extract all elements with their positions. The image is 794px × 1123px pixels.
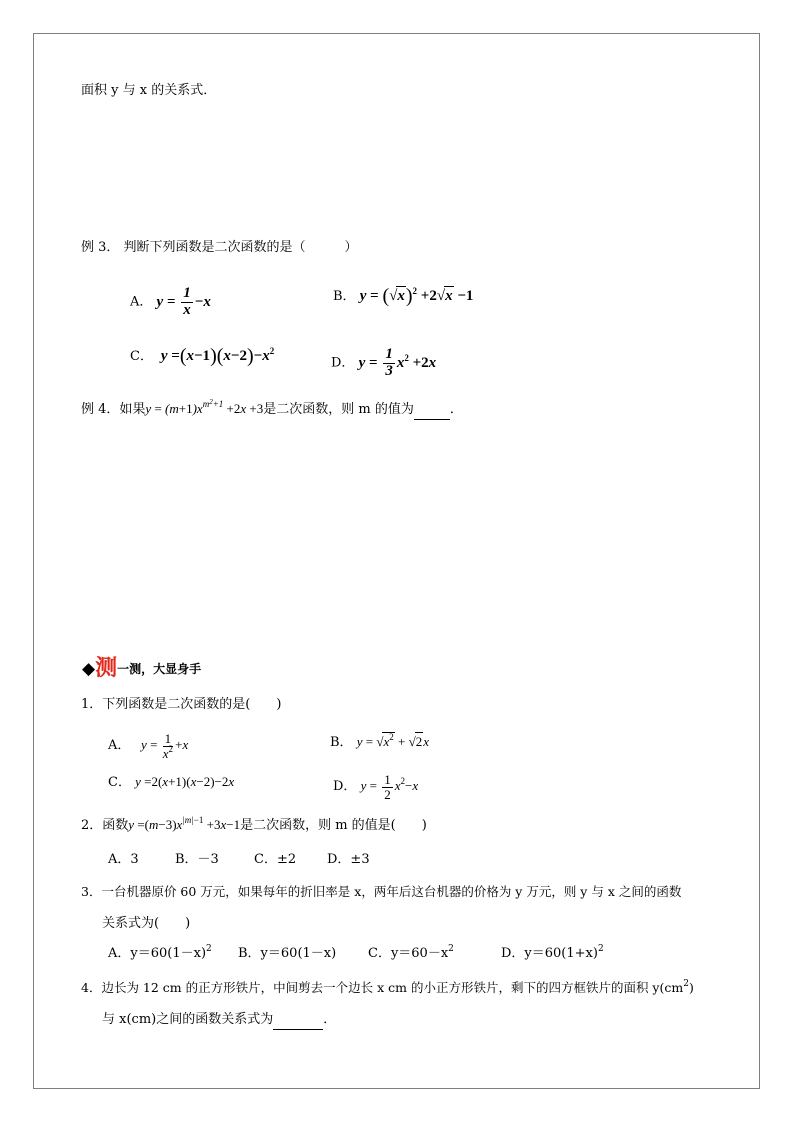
q3-stem-line1: 3．一台机器原价 60 万元，如果每年的折旧率是 x，两年后这台机器的价格为 y 万元，则 y 与 x 之间的函数 xyxy=(81,884,682,899)
q2-option-b: B．－3 xyxy=(175,852,219,867)
option-c-label: C． xyxy=(108,775,131,790)
formula: $y =(x-1)(x-2)-x^2$ xyxy=(157,345,275,367)
q2-option-d: D．±3 xyxy=(327,852,370,867)
answer-blank xyxy=(414,401,450,420)
q3-option-c: C．$y=60-x^2$ xyxy=(368,944,454,961)
diamond-icon: ◆ xyxy=(82,659,96,679)
q2-option-c: C．±2 xyxy=(254,852,297,867)
q3-option-a-text: A．y＝60(1－x) xyxy=(108,946,207,961)
formula: $y =(m-3)x^{|m|-1} +3x-1$ xyxy=(128,815,241,832)
section-heading xyxy=(82,657,201,682)
q4-stem-line1: 4．边长为 12 cm 的正方形铁片，中间剪去一个边长 x cm 的小正方形铁片，剩下的四方框铁片的面积 $y(cm^2)$ xyxy=(81,979,694,995)
q1-stem: 1．下列函数是二次函数的是( ) xyxy=(81,697,282,712)
q3-stem-line2: 关系式为( ) xyxy=(102,916,191,931)
q4-line2-text: 与 x(cm)之间的函数关系式为 xyxy=(102,1012,274,1027)
option-b-label: B． xyxy=(333,289,356,304)
option-c-label: C． xyxy=(130,349,153,364)
example4-prefix: 例 4．如果 xyxy=(81,402,146,417)
formula: y = $\frac{1}{x^2}$ +x xyxy=(134,731,189,761)
intro-text: 面积 y 与 x 的关系式． xyxy=(81,83,217,98)
q2-prefix: 2．函数 xyxy=(81,818,129,833)
q3-option-d-text: D．y＝60(1+x) xyxy=(501,946,598,961)
q1-option-b xyxy=(330,732,429,752)
formula: y =2(x+1)(x−2)−2x xyxy=(135,774,235,789)
q3-option-c-text: C．y＝60－x xyxy=(368,946,449,961)
q4-end: ． xyxy=(323,1012,337,1027)
q3-option-d: D．$y=60(1+x)^2$ xyxy=(501,944,604,961)
q4-stem-line2 xyxy=(102,1011,336,1030)
q1-option-a xyxy=(108,732,188,760)
q1-option-d xyxy=(333,773,418,801)
example3-stem: 例 3． 判断下列函数是二次函数的是（ ） xyxy=(81,240,358,255)
example3-option-a xyxy=(130,286,211,319)
q2-option-a: A．3 xyxy=(108,852,139,867)
q2-suffix: 是二次函数，则 m 的值是( ) xyxy=(240,818,427,833)
example3-option-c xyxy=(130,347,274,366)
q3-option-a: A．$y=60(1-x)^2$ xyxy=(108,944,212,961)
option-d-label: D． xyxy=(333,779,357,795)
option-b-label: B． xyxy=(330,735,353,750)
formula: $y = √x^2 + √2x$ xyxy=(356,732,429,749)
q1-option-c xyxy=(108,773,234,792)
formula: y = $\frac{1}{2}$ $x^2-x$ xyxy=(360,772,419,802)
example4-suffix: 是二次函数，则 m 的值为 xyxy=(263,402,414,417)
example4 xyxy=(81,400,463,420)
example3-option-d xyxy=(331,347,436,380)
formula: y = $\frac{1}{3}$ $x^2 +2x$ xyxy=(358,346,437,379)
q4-line1-text: 4．边长为 12 cm 的正方形铁片，中间剪去一个边长 x cm 的小正方形铁片，剩下的四方框铁片的面积 y(cm xyxy=(81,980,684,995)
section-heading-char: 测 xyxy=(95,656,118,681)
formula: $y = (√x)^2 +2√x -1$ xyxy=(359,285,474,307)
example3-option-b xyxy=(333,286,473,306)
formula: y = $\frac{1}{x}$ −x xyxy=(156,285,211,318)
option-a-label: A． xyxy=(108,738,131,754)
section-heading-text: 一测，大显身手 xyxy=(117,662,202,676)
q2-stem xyxy=(81,816,427,835)
answer-blank xyxy=(273,1011,323,1030)
option-d-label: D． xyxy=(331,355,355,371)
q4-line1-end: ) xyxy=(688,980,694,995)
formula: $y = (m+1)x^{m^2+1} +2x +3$ xyxy=(145,398,264,416)
q3-option-b: B．y＝60(1－x) xyxy=(238,946,337,961)
option-a-label: A． xyxy=(130,294,153,310)
example4-end: ． xyxy=(449,402,463,417)
